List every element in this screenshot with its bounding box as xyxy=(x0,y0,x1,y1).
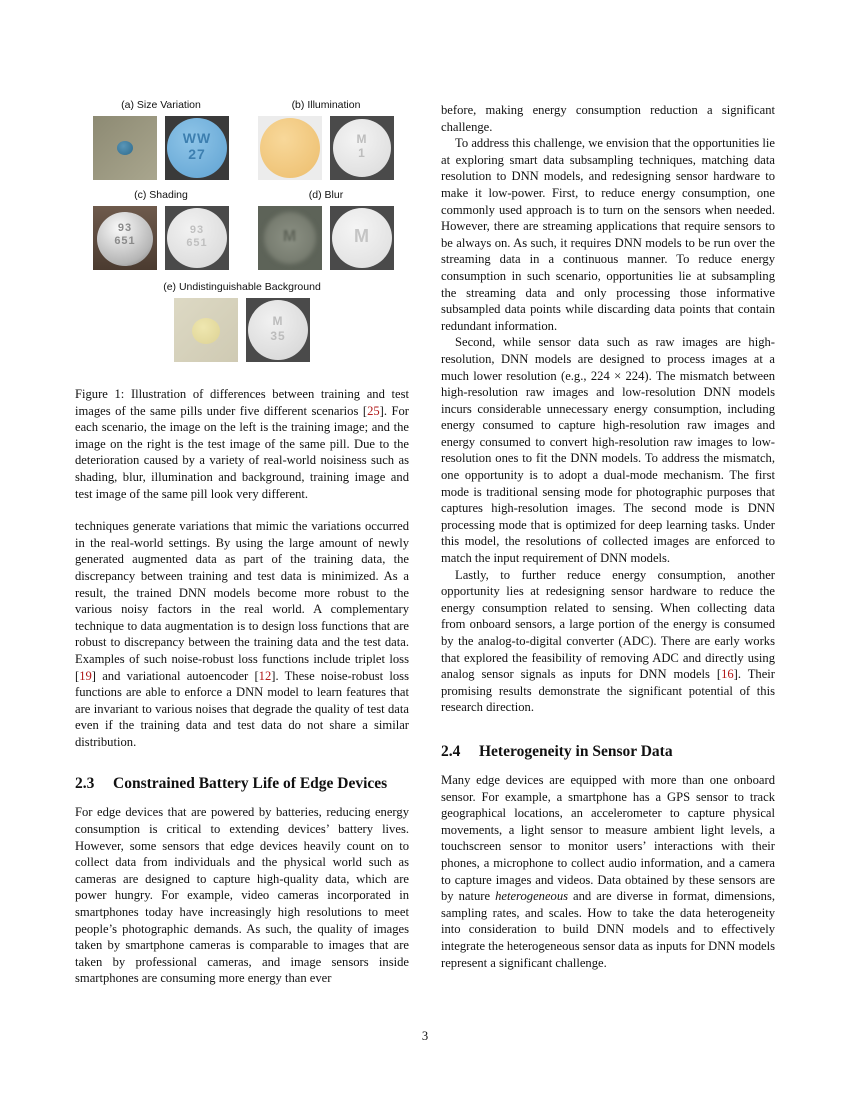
left-column xyxy=(75,96,409,987)
citation-link[interactable]: 16 xyxy=(721,667,734,682)
citation-link[interactable]: 12 xyxy=(258,668,272,683)
subfigure-d xyxy=(254,188,398,270)
paragraph: techniques generate variations that mimic the variations occurred in the real-world settings. By using the large amount of newly generated augmented data as part of the training data, the discrepancy between training and test data is minimized. As a result, the trained DNN models become more robust to the various noisy factors in the real world. A complementary technique to data augmentation is to design loss functions that are robust to discrepancy between the training data and the test data. Examples of such noise-robust loss functions include triplet loss [19] and variational autoencoder [12]. These noise-robust loss functions are able to enforce a DNN model to learn features that are invariant to various noises that degrade the quality of test data even if the training data and test data do not share a similar distribution. xyxy=(75,519,409,749)
test-image xyxy=(330,116,394,180)
test-image xyxy=(246,298,310,362)
section-heading: 2.4 Heterogeneity in Sensor Data xyxy=(441,742,673,760)
paragraph: Second, while sensor data such as raw images are high-resolution, DNN models are designed to process images at a much lower resolution (e.g., 224 × 224). The mismatch between high-resolution raw images and low-resolution DNN models incurs considerable unnecessary energy consumption, including energy consumed to capture high-resolution raw images and energy consumed to convert high-resolution raw images to low-resolution ones to fit the DNN models. To address the mismatch, one opportunity is to adopt a dual-mode mechanism. The first mode is traditional sensing mode for photographic purposes that captures high-resolution images. The second mode is DNN processing mode that is optimized for deep learning tasks. Under this model, the resolutions of collected images are enforced to match the input requirement of DNN models. xyxy=(441,335,775,566)
test-image xyxy=(330,206,394,270)
test-image xyxy=(165,206,229,270)
pill-imprint: WW 27 xyxy=(182,130,212,162)
pill-imprint: M 35 xyxy=(270,314,286,343)
subfigure-label: (d) Blur xyxy=(308,189,344,201)
citation-link[interactable]: 25 xyxy=(367,403,380,418)
pill-imprint: M 1 xyxy=(356,132,368,160)
subfigure-label: (e) Undistinguishable Background xyxy=(163,281,321,293)
section-heading: 2.3 Constrained Battery Life of Edge Devices xyxy=(75,775,388,793)
figure-caption: Figure 1: Illustration of differences between training and test images of the same pills under five different scenarios [25]. For each scenario, the image on the left is the training image; and the image on the right is the test image of the same pill. Due to the deterioration caused by a variety of real-world noisiness such as shading, blur, illumination and background, training image and test image of the same pill look very different. xyxy=(75,387,409,501)
subfigure-label: (c) Shading xyxy=(134,189,188,201)
paragraph: For edge devices that are powered by batteries, reducing energy consumption is critical to extending devices’ battery lives. However, some sensors that edge devices heavily count on to collect data from individuals and the physical world such as cameras are designed to capture high-quality data, which are power hungry. For example, video cameras incorporated in smartphones today have increasingly high resolutions to meet people’s photographic demands. As such, the quality of images taken by smartphone cameras is comparable to images that are taken by professional cameras, and image sensors inside smartphones are consuming more energy than ever xyxy=(75,805,409,986)
page-number: 3 xyxy=(421,1029,429,1043)
training-image xyxy=(93,206,157,270)
subfigure-e xyxy=(157,280,327,362)
subfigure-a xyxy=(89,98,233,180)
paragraph: Many edge devices are equipped with more than one onboard sensor. For example, a smartphone has a GPS sensor to track geographical locations, an accelerometer to capture physical movements, a light sensor to measure ambient light levels, a touchscreen sensor to monitor users’ interactions with their phones, a microphone to collect audio information, and a camera to capture images and videos. Data obtained by these sensors are by nature heterogeneous and are diverse in format, dimensions, sampling rates, and scales. How to take the data heterogeneity into consideration to build DNN models and to effectively integrate the heterogeneous sensor data as inputs for DNN models represent a significant challenge. xyxy=(441,772,775,970)
subfigure-label: (a) Size Variation xyxy=(121,99,201,111)
citation-link[interactable]: 19 xyxy=(79,668,92,683)
pill-imprint: 93 651 xyxy=(114,222,136,247)
test-image xyxy=(165,116,229,180)
right-column xyxy=(441,102,775,971)
pill-imprint: 93 651 xyxy=(186,224,208,249)
training-image xyxy=(258,116,322,180)
training-image xyxy=(93,116,157,180)
paragraph: Lastly, to further reduce energy consumption, another opportunity lies at redesigning sensor hardware to reduce the energy consumption related to sensing. When collecting data from onboard sensors, a large portion of the energy is consumed by the analog-to-digital converter (ADC). There are early works that explored the feasibility of removing ADC and directly using analog sensor signals as inputs for DNN models [16]. Their promising results demonstrate the significant potential of this research direction. xyxy=(441,567,775,715)
subfigure-label: (b) Illumination xyxy=(291,99,361,111)
training-image xyxy=(174,298,238,362)
subfigure-b xyxy=(254,98,398,180)
pill-imprint: M xyxy=(282,228,298,245)
training-image xyxy=(258,206,322,270)
pill-imprint: M xyxy=(354,226,370,246)
paragraph: before, making energy consumption reduction a significant challenge. xyxy=(441,103,775,134)
figure-1 xyxy=(75,96,409,386)
subfigure-c xyxy=(89,188,233,270)
paragraph: To address this challenge, we envision that the opportunities lie at exploring smart data subsampling techniques, matching data resolution to DNN models, and redesigning sensor hardware to make it low-power. First, to reduce energy consumption, one commonly used approach is to turn on the sensors when needed. However, there are streaming applications that require sensors to be always on. As such, it requires DNN models to be run over the streaming data in a continuous manner. To reduce energy consumption in such scenario, opportunities lie at subsampling the streaming data and only processing those informative subsampled data points while discarding data points that contain redundant information. xyxy=(441,136,775,333)
